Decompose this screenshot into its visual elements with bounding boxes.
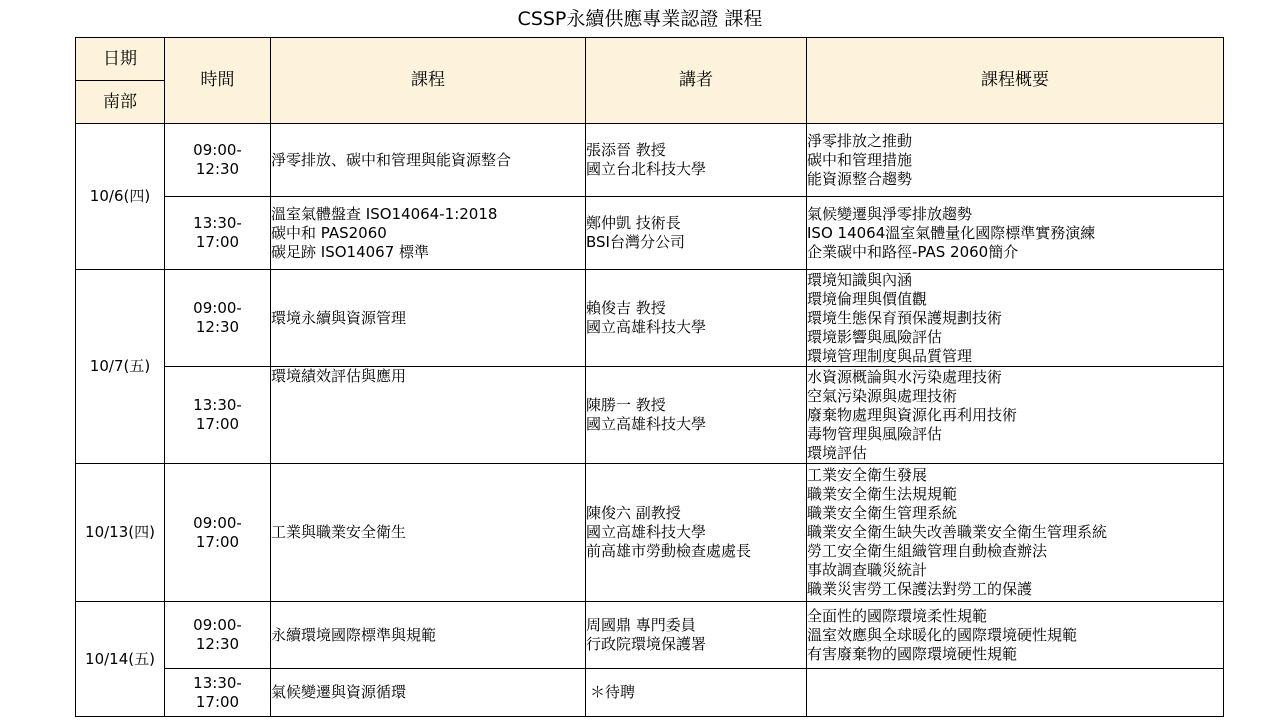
table-row	[76, 464, 1224, 602]
table-row	[76, 602, 1224, 669]
table-row	[76, 197, 1224, 270]
course-cell: 環境績效評估與應用	[271, 367, 586, 464]
summary-cell	[807, 669, 1224, 717]
header-row	[76, 38, 1224, 81]
document-title: CSSP永續供應專業認證 課程	[517, 8, 763, 30]
header-speaker: 講者	[586, 38, 807, 124]
speaker-cell: ＊待聘	[586, 669, 807, 717]
summary-cell: 氣候變遷與淨零排放趨勢 ISO 14064溫室氣體量化國際標準實務演練 企業碳中和路徑-PAS 2060簡介	[807, 197, 1224, 270]
header-time: 時間	[165, 38, 271, 124]
summary-cell: 全面性的國際環境柔性規範 溫室效應與全球暖化的國際環境硬性規範 有害廢棄物的國際環境硬性規範	[807, 602, 1224, 669]
course-schedule-table	[75, 37, 1224, 717]
speaker-cell: 鄭仲凱 技術長 BSI台灣分公司	[586, 197, 807, 270]
table-row	[76, 669, 1224, 717]
table-row	[76, 270, 1224, 367]
table-row	[76, 124, 1224, 197]
date-cell: 10/6(四)	[76, 124, 165, 270]
summary-cell: 工業安全衛生發展 職業安全衛生法規規範 職業安全衛生管理系統 職業安全衛生缺失改善職業安全衛生管理系統 勞工安全衛生組織管理自動檢查辦法 事故調查職災統計 職業災害勞工保護法對勞工的保護	[807, 464, 1224, 602]
summary-cell: 水資源概論與水污染處理技術 空氣污染源與處理技術 廢棄物處理與資源化再利用技術 毒物管理與風險評估 環境評估	[807, 367, 1224, 464]
summary-cell: 淨零排放之推動 碳中和管理措施 能資源整合趨勢	[807, 124, 1224, 197]
date-cell: 10/7(五)	[76, 270, 165, 464]
time-cell: 09:00- 12:30	[165, 270, 271, 367]
course-cell: 溫室氣體盤查 ISO14064-1:2018 碳中和 PAS2060 碳足跡 ISO14067 標準	[271, 197, 586, 270]
speaker-cell: 陳俊六 副教授 國立高雄科技大學 前高雄市勞動檢查處處長	[586, 464, 807, 602]
time-cell: 13:30- 17:00	[165, 197, 271, 270]
header-region: 南部	[76, 81, 165, 124]
time-cell: 13:30- 17:00	[165, 669, 271, 717]
time-cell: 09:00- 17:00	[165, 464, 271, 602]
speaker-cell: 張添晉 教授 國立台北科技大學	[586, 124, 807, 197]
table-row	[76, 367, 1224, 464]
time-cell: 09:00- 12:30	[165, 602, 271, 669]
course-cell: 環境永續與資源管理	[271, 270, 586, 367]
course-cell: 氣候變遷與資源循環	[271, 669, 586, 717]
header-course: 課程	[271, 38, 586, 124]
speaker-cell: 賴俊吉 教授 國立高雄科技大學	[586, 270, 807, 367]
course-cell: 工業與職業安全衛生	[271, 464, 586, 602]
speaker-cell: 陳勝一 教授 國立高雄科技大學	[586, 367, 807, 464]
time-cell: 13:30- 17:00	[165, 367, 271, 464]
summary-cell: 環境知識與內涵 環境倫理與價值觀 環境生態保育預保護規劃技術 環境影響與風險評估 環境管理制度與品質管理	[807, 270, 1224, 367]
header-summary: 課程概要	[807, 38, 1224, 124]
header-date: 日期	[76, 38, 165, 81]
date-cell: 10/14(五)	[76, 602, 165, 717]
speaker-cell: 周國鼎 專門委員 行政院環境保護署	[586, 602, 807, 669]
time-cell: 09:00- 12:30	[165, 124, 271, 197]
course-cell: 永續環境國際標準與規範	[271, 602, 586, 669]
course-cell: 淨零排放、碳中和管理與能資源整合	[271, 124, 586, 197]
date-cell: 10/13(四)	[76, 464, 165, 602]
